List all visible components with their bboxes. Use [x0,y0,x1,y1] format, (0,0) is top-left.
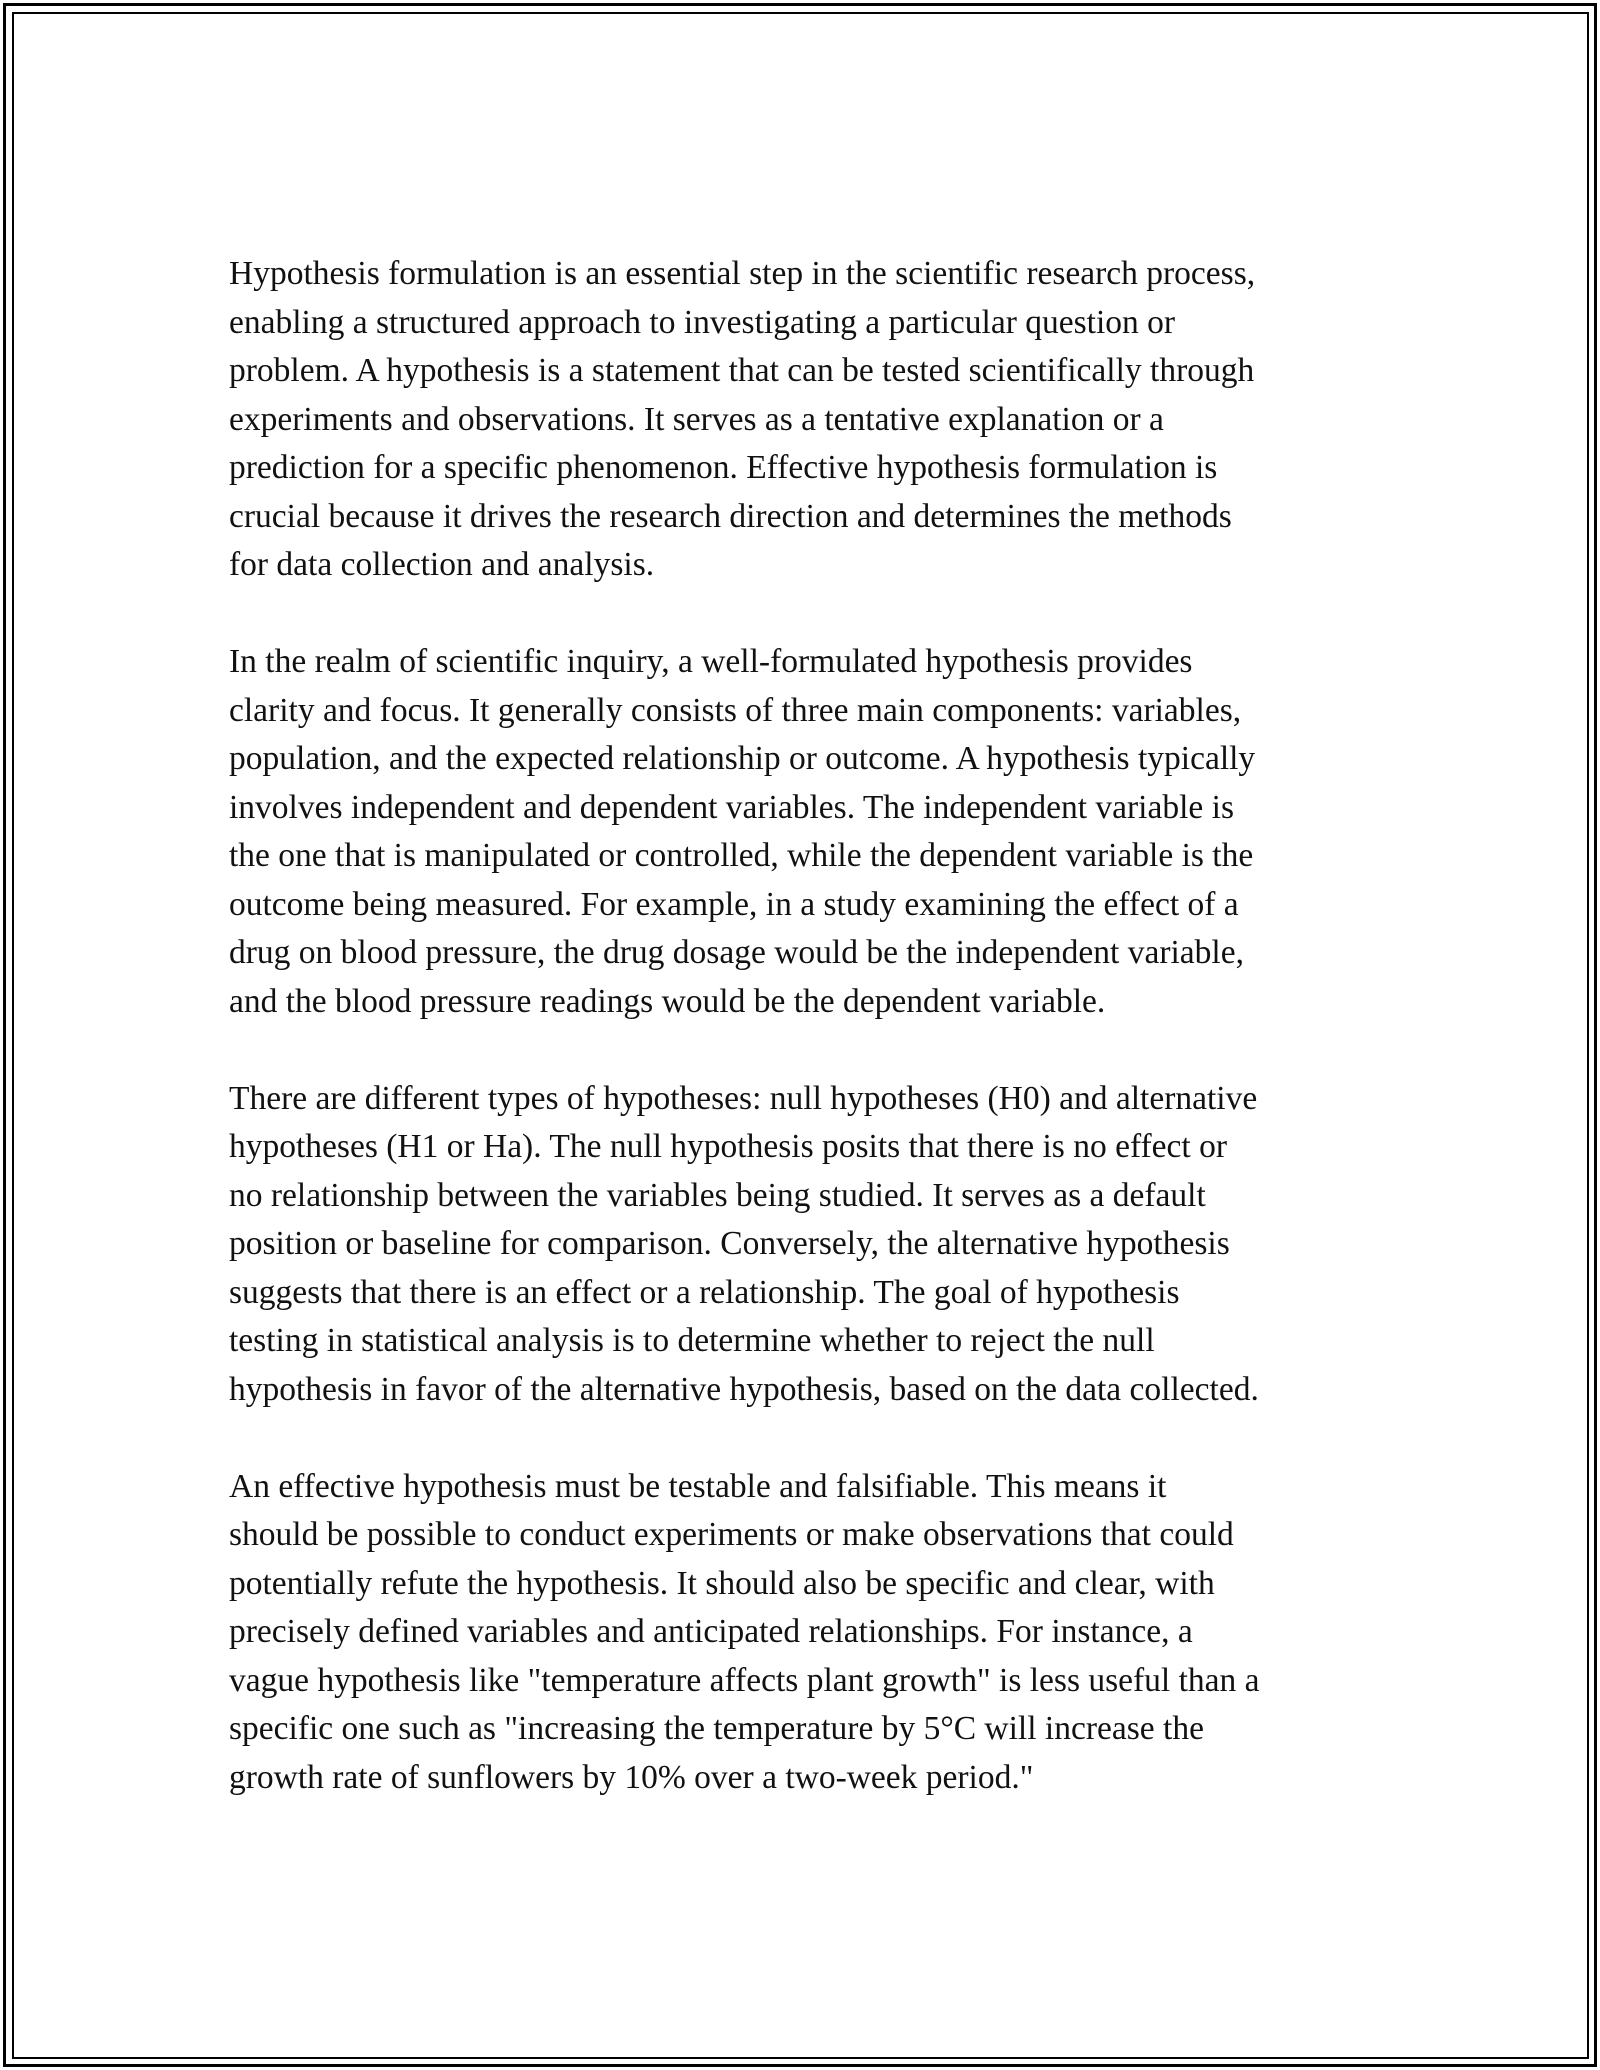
text-line: hypotheses (H1 or Ha). The null hypothesis posits that there is no effect or [229,1128,1227,1165]
paragraph-1 [229,250,1389,590]
paragraph-4 [229,1463,1389,1803]
text-line: experiments and observations. It serves as a tentative explanation or a [229,400,1164,438]
text-line: should be possible to conduct experiments or make observations that could [229,1516,1234,1553]
text-line: precisely defined variables and anticipated relationships. For instance, a [229,1613,1193,1650]
text-line: position or baseline for comparison. Conversely, the alternative hypothesis [229,1225,1230,1262]
text-line: In the realm of scientific inquiry, a well-formulated hypothesis provides [229,643,1193,680]
paragraph-2 [229,638,1389,1026]
text-line: for data collection and analysis. [229,546,655,583]
text-line: potentially refute the hypothesis. It should also be specific and clear, with [229,1564,1215,1602]
text-line: no relationship between the variables being studied. It serves as a default [229,1176,1206,1214]
text-line: clarity and focus. It generally consists of three main components: variables, [229,691,1242,729]
text-line: crucial because it drives the research direction and determines the methods [229,497,1232,535]
text-line: problem. A hypothesis is a statement that can be tested scientifically through [229,352,1255,389]
text-line: prediction for a specific phenomenon. Effective hypothesis formulation is [229,449,1218,486]
text-line: involves independent and dependent variables. The independent variable is [229,788,1234,826]
text-line: and the blood pressure readings would be the dependent variable. [229,982,1106,1020]
text-line: specific one such as "increasing the temperature by 5°C will increase the [229,1710,1204,1747]
text-line: vague hypothesis like "temperature affects plant growth" is less useful than a [229,1661,1260,1699]
text-line: testing in statistical analysis is to determine whether to reject the null [229,1322,1155,1359]
document-body [229,250,1389,1851]
text-line: suggests that there is an effect or a relationship. The goal of hypothesis [229,1273,1180,1311]
text-line: population, and the expected relationship or outcome. A hypothesis typically [229,740,1256,777]
text-line: drug on blood pressure, the drug dosage would be the independent variable, [229,934,1244,971]
text-line: the one that is manipulated or controlled, while the dependent variable is the [229,837,1254,874]
text-line: growth rate of sunflowers by 10% over a two-week period." [229,1758,1034,1796]
text-line: enabling a structured approach to investigating a particular question or [229,303,1176,341]
text-line: An effective hypothesis must be testable and falsifiable. This means it [229,1467,1167,1505]
text-line: hypothesis in favor of the alternative hypothesis, based on the data collected. [229,1370,1259,1408]
text-line: There are different types of hypotheses: null hypotheses (H0) and alternative [229,1079,1258,1117]
text-line: Hypothesis formulation is an essential step in the scientific research process, [229,255,1256,292]
paragraph-3 [229,1075,1389,1415]
text-line: outcome being measured. For example, in a study examining the effect of a [229,885,1239,923]
